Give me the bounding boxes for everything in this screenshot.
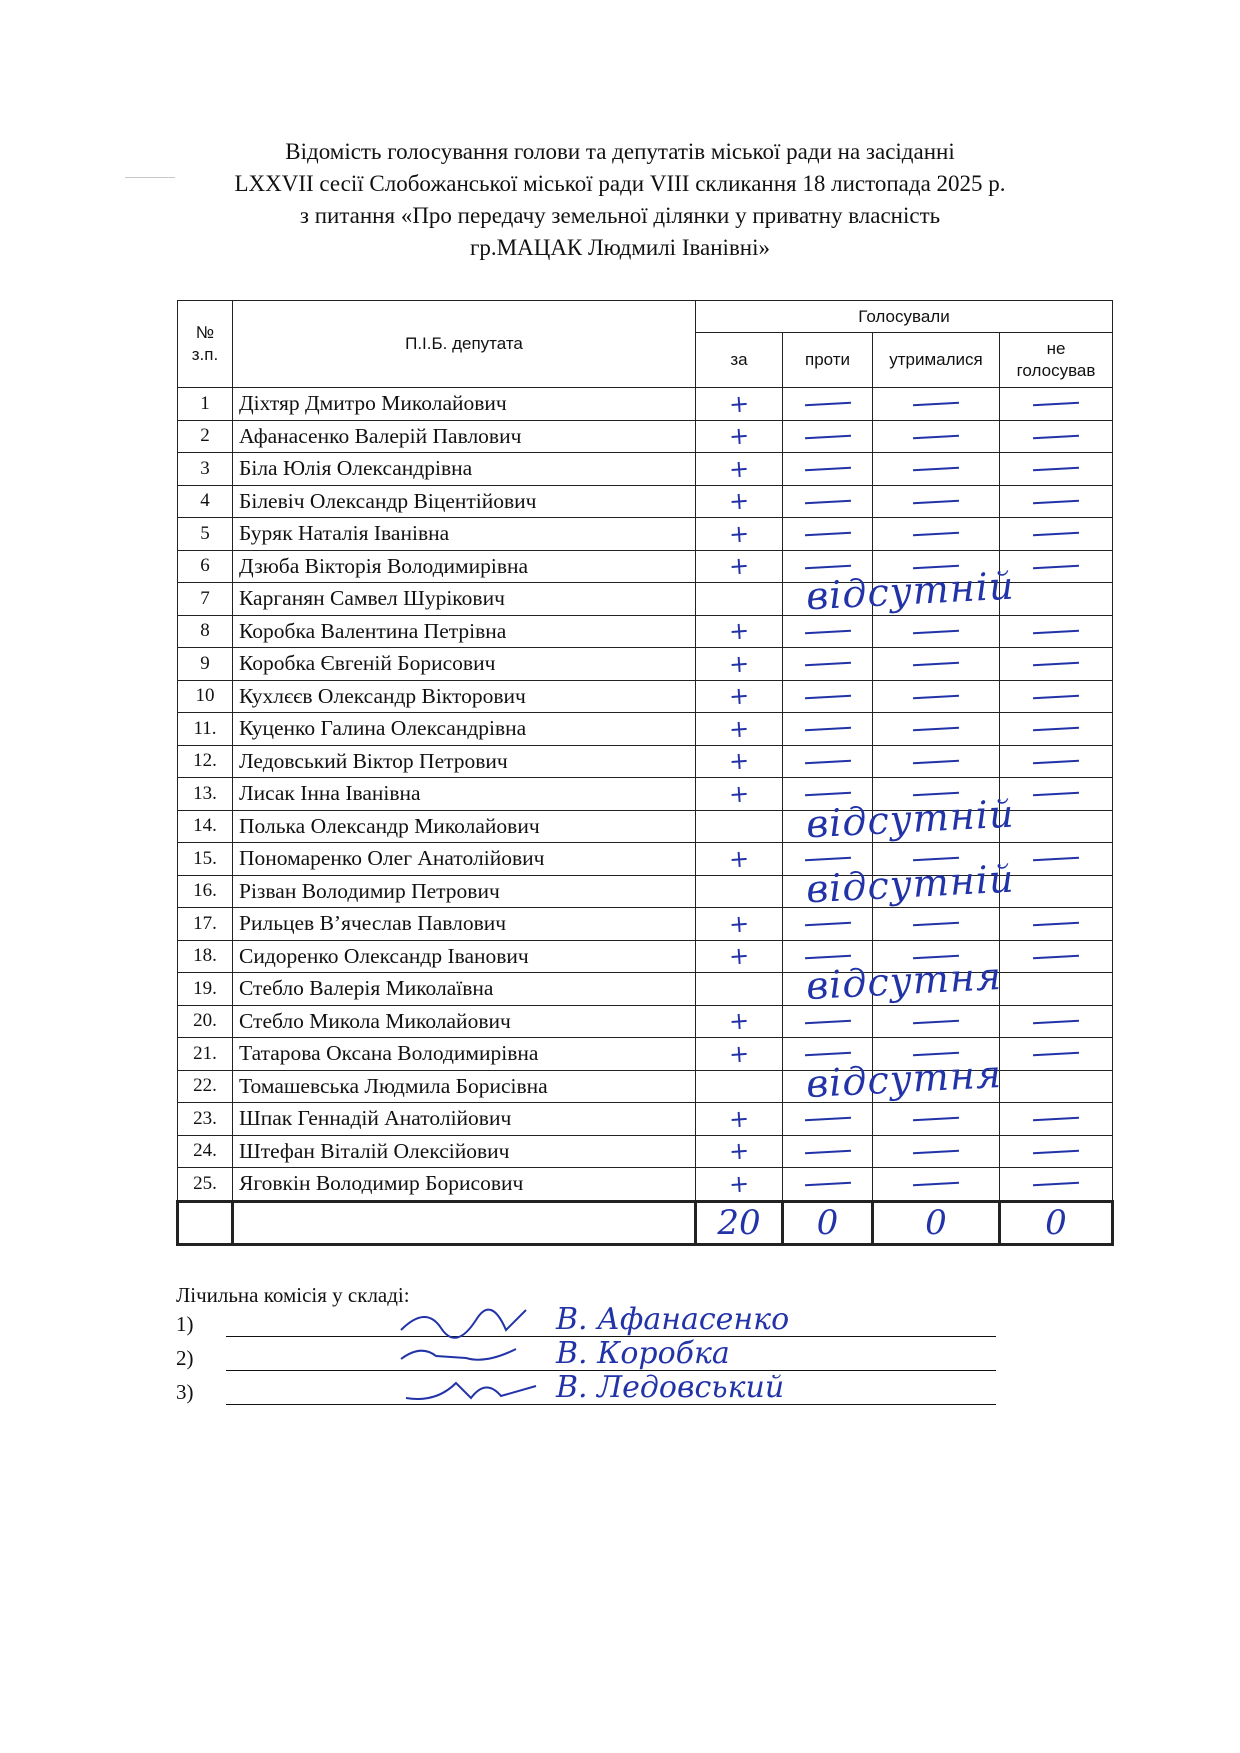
row-number: 8 (178, 615, 233, 648)
deputy-name: Кухлєєв Олександр Вікторович (233, 680, 696, 713)
dash-mark (913, 434, 959, 438)
dash-mark (913, 922, 959, 926)
row-number: 13. (178, 778, 233, 811)
deputy-name: Білевіч Олександр Віцентійович (233, 485, 696, 518)
for-mark: + (727, 389, 750, 419)
for-mark: + (727, 551, 750, 581)
vote-cell-for (696, 908, 783, 941)
dash-mark (913, 1182, 959, 1186)
vote-cell-against (783, 940, 873, 973)
table-row (178, 810, 1113, 843)
dash-mark (913, 1019, 959, 1023)
row-number: 18. (178, 940, 233, 973)
vote-cell-not-voted (1000, 810, 1113, 843)
row-number: 9 (178, 648, 233, 681)
for-mark: + (727, 1169, 750, 1199)
vote-cell-for (696, 778, 783, 811)
row-number: 17. (178, 908, 233, 941)
row-number: 12. (178, 745, 233, 778)
vote-cell-abstained (873, 778, 1000, 811)
for-mark: + (727, 844, 750, 874)
dash-mark (913, 792, 959, 796)
vote-cell-not-voted (1000, 388, 1113, 421)
vote-cell-abstained (873, 550, 1000, 583)
row-number: 7 (178, 583, 233, 616)
row-number: 20. (178, 1005, 233, 1038)
vote-cell-for (696, 1051, 1003, 1106)
vote-cell-abstained (873, 1135, 1000, 1168)
title-line-3: з питання «Про передачу земельної ділянки у приватну власність (299, 203, 941, 228)
vote-cell-abstained (873, 648, 1000, 681)
member-number: 2) (176, 1346, 194, 1370)
for-mark: + (727, 1104, 750, 1134)
row-number: 22. (178, 1070, 233, 1103)
commission-member (176, 1302, 790, 1342)
vote-cell-for (696, 713, 783, 746)
vote-cell-not-voted (1000, 518, 1113, 551)
row-number: 10 (178, 680, 233, 713)
header-name: П.І.Б. депутата (233, 301, 696, 388)
member-number: 3) (176, 1380, 194, 1404)
row-number: 11. (178, 713, 233, 746)
dash-mark (804, 564, 850, 568)
for-mark: + (727, 486, 750, 516)
table-row (178, 1070, 1113, 1103)
counting-commission (176, 1283, 790, 1410)
vote-cell-not-voted (1000, 680, 1113, 713)
deputy-name: Дзюба Вікторія Володимирівна (233, 550, 696, 583)
total-abstained: 0 (873, 1201, 1000, 1244)
dash-mark (1033, 857, 1079, 861)
total-for: 20 (696, 1201, 783, 1244)
absent-note: відсутня (804, 953, 1003, 1009)
vote-cell-against (783, 453, 873, 486)
dash-mark (804, 629, 850, 633)
vote-cell-not-voted (1000, 875, 1113, 908)
vote-cell-not-voted (1000, 1168, 1113, 1202)
row-number: 5 (178, 518, 233, 551)
deputy-name: Яговкін Володимир Борисович (233, 1168, 696, 1202)
deputy-name: Сидоренко Олександр Іванович (233, 940, 696, 973)
row-number: 25. (178, 1168, 233, 1202)
dash-mark (804, 532, 850, 536)
vote-cell-abstained (873, 973, 1000, 1006)
title-line-4: гр.МАЦАК Людмилі Іванівні» (469, 235, 771, 260)
vote-cell-abstained (873, 615, 1000, 648)
vote-cell-against (783, 1070, 873, 1103)
commission-member (176, 1336, 730, 1376)
member-name: В. Коробка (556, 1336, 730, 1371)
vote-cell-for (696, 485, 783, 518)
vote-cell-not-voted (1000, 583, 1113, 616)
vote-cell-against (783, 1038, 873, 1071)
row-number: 16. (178, 875, 233, 908)
table-row (178, 940, 1113, 973)
vote-cell-not-voted (1000, 778, 1113, 811)
vote-cell-abstained (873, 583, 1000, 616)
dash-mark (913, 402, 959, 406)
title-line-1: Відомість голосування голови та депутатів міської ради на засіданні (285, 139, 955, 164)
header-voted: Голосували (696, 301, 1113, 333)
vote-cell-against (783, 1005, 873, 1038)
vote-cell-for (696, 1168, 783, 1202)
deputy-name: Куценко Галина Олександрівна (233, 713, 696, 746)
vote-cell-against (783, 1168, 873, 1202)
vote-cell-for (696, 1103, 783, 1136)
vote-cell-against (783, 778, 873, 811)
dash-mark (1033, 499, 1079, 503)
vote-cell-against (783, 518, 873, 551)
vote-cell-for (696, 453, 783, 486)
vote-cell-not-voted (1000, 1005, 1113, 1038)
vote-cell-against (783, 973, 873, 1006)
dash-mark (913, 1149, 959, 1153)
for-mark: + (727, 649, 750, 679)
vote-cell-against (783, 420, 873, 453)
for-mark: + (727, 941, 750, 971)
header-for: за (696, 333, 783, 388)
table-row (178, 908, 1113, 941)
vote-cell-abstained (873, 908, 1000, 941)
member-name: В. Афанасенко (556, 1302, 790, 1337)
vote-cell-for (696, 388, 783, 421)
vote-cell-against (783, 745, 873, 778)
dash-mark (804, 857, 850, 861)
vote-cell-abstained (873, 875, 1000, 908)
dash-mark (1033, 792, 1079, 796)
dash-mark (913, 499, 959, 503)
dash-mark (1033, 564, 1079, 568)
header-not-voted: не голосував (1000, 333, 1113, 388)
for-mark: + (727, 779, 750, 809)
vote-cell-not-voted (1000, 453, 1113, 486)
absent-note: відсутній (804, 791, 1016, 846)
deputy-name: Біла Юлія Олександрівна (233, 453, 696, 486)
member-number: 1) (176, 1312, 194, 1336)
vote-cell-for (696, 1135, 783, 1168)
row-number: 15. (178, 843, 233, 876)
vote-cell-for (696, 940, 783, 973)
for-mark: + (727, 519, 750, 549)
deputy-name: Стебло Микола Миколайович (233, 1005, 696, 1038)
dash-mark (1033, 1149, 1079, 1153)
vote-cell-against (783, 485, 873, 518)
deputy-name: Карганян Самвел Шурікович (233, 583, 696, 616)
vote-cell-abstained (873, 388, 1000, 421)
table-row (178, 388, 1113, 421)
absent-note: відсутній (804, 563, 1016, 619)
vote-cell-abstained (873, 1168, 1000, 1202)
vote-cell-abstained (873, 1070, 1000, 1103)
deputy-name: Пономаренко Олег Анатолійович (233, 843, 696, 876)
deputy-name: Буряк Наталія Іванівна (233, 518, 696, 551)
table-row (178, 615, 1113, 648)
dash-mark (804, 1117, 850, 1121)
vote-cell-abstained (873, 1005, 1000, 1038)
dash-mark (804, 792, 850, 796)
vote-cell-not-voted (1000, 615, 1113, 648)
table-row (178, 713, 1113, 746)
handwritten-signature (396, 1368, 546, 1408)
deputy-name: Коробка Євгеній Борисович (233, 648, 696, 681)
dash-mark (1033, 759, 1079, 763)
vote-cell-against (783, 843, 873, 876)
table-row (178, 583, 1113, 616)
vote-cell-not-voted (1000, 648, 1113, 681)
vote-cell-abstained (873, 810, 1000, 843)
vote-cell-for (696, 680, 783, 713)
dash-mark (804, 727, 850, 731)
dash-mark (913, 1052, 959, 1056)
for-mark: + (727, 681, 750, 711)
vote-cell-for (696, 1038, 783, 1071)
dash-mark (804, 467, 850, 471)
dash-mark (804, 1149, 850, 1153)
voting-table (176, 300, 1114, 1246)
row-number: 2 (178, 420, 233, 453)
vote-cell-not-voted (1000, 713, 1113, 746)
vote-cell-for (696, 563, 1016, 619)
vote-cell-not-voted (1000, 973, 1113, 1006)
header-abstained: утрималися (873, 333, 1000, 388)
for-mark: + (727, 1006, 750, 1036)
table-row (178, 485, 1113, 518)
row-number: 14. (178, 810, 233, 843)
dash-mark (913, 857, 959, 861)
dash-mark (1033, 1019, 1079, 1023)
vote-cell-abstained (873, 843, 1000, 876)
vote-cell-not-voted (1000, 1070, 1113, 1103)
dash-mark (913, 1117, 959, 1121)
deputy-name: Діхтяр Дмитро Миколайович (233, 388, 696, 421)
deputy-name: Стебло Валерія Миколаївна (233, 973, 696, 1006)
vote-cell-for (696, 1005, 783, 1038)
table-row (178, 1168, 1113, 1202)
dash-mark (913, 532, 959, 536)
header-num: № з.п. (178, 301, 233, 388)
deputy-name: Рильцев В’ячеслав Павлович (233, 908, 696, 941)
vote-cell-against (783, 615, 873, 648)
vote-cell-against (783, 680, 873, 713)
table-row (178, 1135, 1113, 1168)
vote-cell-not-voted (1000, 485, 1113, 518)
dash-mark (913, 629, 959, 633)
table-row (178, 778, 1113, 811)
vote-cell-against (783, 550, 873, 583)
for-mark: + (727, 1039, 750, 1069)
deputy-name: Полька Олександр Миколайович (233, 810, 696, 843)
vote-cell-for (696, 648, 783, 681)
dash-mark (804, 662, 850, 666)
deputy-name: Коробка Валентина Петрівна (233, 615, 696, 648)
vote-cell-not-voted (1000, 1135, 1113, 1168)
dash-mark (1033, 694, 1079, 698)
for-mark: + (727, 421, 750, 451)
dash-mark (1033, 1052, 1079, 1056)
vote-cell-abstained (873, 1038, 1000, 1071)
table-row (178, 680, 1113, 713)
table-row (178, 843, 1113, 876)
dash-mark (1033, 1117, 1079, 1121)
vote-cell-against (783, 388, 873, 421)
for-mark: + (727, 714, 750, 744)
deputy-name: Татарова Оксана Володимирівна (233, 1038, 696, 1071)
dash-mark (1033, 532, 1079, 536)
dash-mark (804, 922, 850, 926)
vote-cell-not-voted (1000, 940, 1113, 973)
vote-cell-not-voted (1000, 908, 1113, 941)
for-mark: + (727, 1136, 750, 1166)
dash-mark (1033, 629, 1079, 633)
vote-cell-for (696, 615, 783, 648)
deputy-name: Лисак Інна Іванівна (233, 778, 696, 811)
dash-mark (1033, 434, 1079, 438)
row-number: 1 (178, 388, 233, 421)
table-row (178, 420, 1113, 453)
vote-cell-abstained (873, 940, 1000, 973)
dash-mark (913, 467, 959, 471)
row-number: 24. (178, 1135, 233, 1168)
deputy-name: Штефан Віталій Олексійович (233, 1135, 696, 1168)
vote-cell-abstained (873, 518, 1000, 551)
dash-mark (913, 954, 959, 958)
table-row (178, 745, 1113, 778)
dash-mark (804, 402, 850, 406)
table-row (178, 1005, 1113, 1038)
vote-cell-for (696, 550, 783, 583)
dash-mark (804, 954, 850, 958)
vote-cell-not-voted (1000, 420, 1113, 453)
dash-mark (1033, 954, 1079, 958)
vote-cell-not-voted (1000, 1038, 1113, 1071)
dash-mark (1033, 402, 1079, 406)
vote-cell-for (696, 843, 783, 876)
commission-member (176, 1370, 785, 1410)
table-row (178, 550, 1113, 583)
dash-mark (913, 564, 959, 568)
dash-mark (804, 1052, 850, 1056)
for-mark: + (727, 746, 750, 776)
row-number: 6 (178, 550, 233, 583)
table-row (178, 1103, 1113, 1136)
title-line-2: LXXVII сесії Слобожанської міської ради VIII скликання 18 листопада 2025 р. (234, 171, 1006, 196)
vote-cell-for (696, 420, 783, 453)
deputy-name: Різван Володимир Петрович (233, 875, 696, 908)
vote-cell-not-voted (1000, 550, 1113, 583)
vote-cell-against (783, 1103, 873, 1136)
dash-mark (804, 499, 850, 503)
header-against: проти (783, 333, 873, 388)
vote-cell-for (696, 518, 783, 551)
for-mark: + (727, 454, 750, 484)
vote-cell-abstained (873, 1103, 1000, 1136)
commission-title: Лічильна комісія у складі: (176, 1283, 410, 1307)
row-number: 21. (178, 1038, 233, 1071)
dash-mark (913, 694, 959, 698)
table-row (178, 875, 1113, 908)
absent-note: відсутній (804, 856, 1016, 911)
table-row (178, 518, 1113, 551)
vote-cell-against (783, 713, 873, 746)
for-mark: + (727, 909, 750, 939)
vote-cell-for (696, 953, 1003, 1009)
dash-mark (1033, 467, 1079, 471)
row-number: 23. (178, 1103, 233, 1136)
total-not-voted: 0 (1000, 1201, 1113, 1244)
dash-mark (804, 694, 850, 698)
deputy-name: Томашевська Людмила Борисівна (233, 1070, 696, 1103)
table-row (178, 648, 1113, 681)
table-row (178, 973, 1113, 1006)
dash-mark (1033, 922, 1079, 926)
row-number: 19. (178, 973, 233, 1006)
vote-cell-against (783, 908, 873, 941)
total-against: 0 (783, 1201, 873, 1244)
vote-cell-abstained (873, 745, 1000, 778)
absent-note: відсутня (804, 1051, 1003, 1106)
table-row (178, 453, 1113, 486)
row-number: 4 (178, 485, 233, 518)
vote-cell-not-voted (1000, 745, 1113, 778)
dash-mark (1033, 1182, 1079, 1186)
dash-mark (1033, 727, 1079, 731)
row-number: 3 (178, 453, 233, 486)
vote-cell-against (783, 648, 873, 681)
vote-cell-abstained (873, 420, 1000, 453)
totals-row (178, 1201, 1113, 1244)
dash-mark (1033, 662, 1079, 666)
member-name: В. Ледовський (556, 1370, 785, 1405)
dash-mark (913, 662, 959, 666)
vote-cell-abstained (873, 713, 1000, 746)
vote-cell-abstained (873, 453, 1000, 486)
vote-cell-abstained (873, 680, 1000, 713)
dash-mark (804, 1019, 850, 1023)
deputy-name: Шпак Геннадій Анатолійович (233, 1103, 696, 1136)
dash-mark (804, 434, 850, 438)
vote-cell-abstained (873, 485, 1000, 518)
for-mark: + (727, 616, 750, 646)
vote-cell-for (696, 745, 783, 778)
dash-mark (804, 1182, 850, 1186)
vote-cell-for (696, 856, 1016, 911)
vote-cell-against (783, 583, 873, 616)
dash-mark (913, 727, 959, 731)
deputy-name: Ледовський Віктор Петрович (233, 745, 696, 778)
document-title (160, 136, 1080, 264)
vote-cell-against (783, 1135, 873, 1168)
table-row (178, 1038, 1113, 1071)
dash-mark (913, 759, 959, 763)
dash-mark (804, 759, 850, 763)
vote-cell-against (783, 810, 873, 843)
deputy-name: Афанасенко Валерій Павлович (233, 420, 696, 453)
vote-cell-for (696, 791, 1016, 846)
vote-cell-not-voted (1000, 843, 1113, 876)
vote-cell-not-voted (1000, 1103, 1113, 1136)
vote-cell-against (783, 875, 873, 908)
